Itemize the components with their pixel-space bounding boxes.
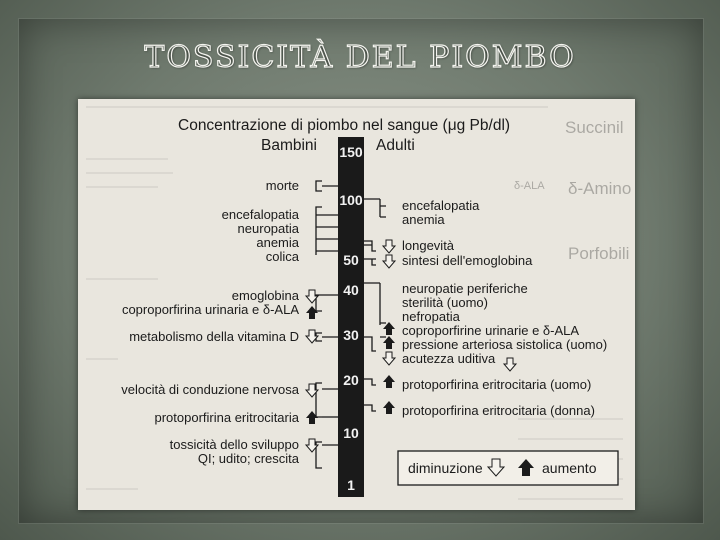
decrease-arrow-icon xyxy=(383,352,395,365)
child-effect-label: neuropatia xyxy=(237,221,299,236)
scale-label-30: 30 xyxy=(343,327,359,343)
bg-fragment-1: Succinil xyxy=(565,118,624,137)
children-arrows xyxy=(306,290,318,452)
adult-effect-label: pressione arteriosa sistolica (uomo) xyxy=(402,337,608,352)
increase-arrow-icon xyxy=(383,322,395,335)
child-effect-label: colica xyxy=(265,249,299,264)
adult-effect-label: sintesi dell'emoglobina xyxy=(402,253,533,268)
legend-decrease-label: diminuzione xyxy=(408,460,483,476)
child-effect-label: emoglobina xyxy=(231,288,299,303)
scale-label-100: 100 xyxy=(339,192,363,208)
decrease-arrow-icon xyxy=(383,255,395,268)
adult-effect-label: anemia xyxy=(402,212,445,227)
child-effect-label: tossicità dello sviluppo xyxy=(169,437,299,452)
child-effect-label: protoporfirina eritrocitaria xyxy=(154,410,299,425)
child-effect-label: coproporfirina urinaria e δ-ALA xyxy=(121,302,299,317)
adult-effect-label: coproporfirine urinarie e δ-ALA xyxy=(402,323,580,338)
scale-label-40: 40 xyxy=(343,282,359,298)
adult-effect-label: protoporfirina eritrocitaria (donna) xyxy=(402,403,595,418)
adult-effect-label: longevità xyxy=(402,238,455,253)
figure-canvas xyxy=(78,99,635,510)
concentration-scale-bar xyxy=(338,137,364,497)
bg-fragment-2: δ-Amino xyxy=(568,179,632,198)
adult-effect-label: acutezza uditiva xyxy=(402,351,496,366)
child-effect-label: metabolismo della vitamina D xyxy=(129,329,299,344)
children-brackets xyxy=(316,181,338,468)
child-effect-label: QI; udito; crescita xyxy=(197,451,299,466)
scale-label-1: 1 xyxy=(347,477,355,493)
scale-label-20: 20 xyxy=(343,372,359,388)
increase-arrow-icon xyxy=(383,375,395,388)
decrease-arrow-icon xyxy=(383,240,395,253)
child-effect-label: encefalopatia xyxy=(221,207,299,222)
adult-effects xyxy=(402,198,607,418)
adult-brackets xyxy=(364,199,386,411)
increase-arrow-icon xyxy=(383,336,395,349)
bg-fragment-4: δ-ALA xyxy=(514,180,545,192)
adult-effect-label: neuropatie periferiche xyxy=(402,281,528,296)
column-adults: Adulti xyxy=(376,137,415,154)
figure-heading: Concentrazione di piombo nel sangue (μg Pb/dl) xyxy=(178,117,511,134)
child-effect-label: anemia xyxy=(256,235,299,250)
child-effect-label: morte xyxy=(265,178,299,193)
legend xyxy=(398,451,618,485)
adult-effect-label: sterilità (uomo) xyxy=(402,295,488,310)
scale-label-50: 50 xyxy=(343,252,359,268)
scale-label-10: 10 xyxy=(343,425,359,441)
adult-effect-label: encefalopatia xyxy=(402,198,480,213)
adult-effect-label: nefropatia xyxy=(402,309,460,324)
child-effect-label: velocità di conduzione nervosa xyxy=(121,382,299,397)
decrease-arrow-icon xyxy=(504,358,516,371)
scale-label-150: 150 xyxy=(339,144,363,160)
column-children: Bambini xyxy=(261,137,317,154)
increase-arrow-icon xyxy=(383,401,395,414)
slide-title: TOSSICITÀ DEL PIOMBO xyxy=(144,40,576,75)
legend-increase-label: aumento xyxy=(542,460,597,476)
children-effects xyxy=(121,178,300,466)
bg-fragment-3: Porfobili xyxy=(568,244,630,263)
adult-effect-label: protoporfirina eritrocitaria (uomo) xyxy=(402,377,592,392)
lead-toxicity-figure xyxy=(78,99,635,510)
